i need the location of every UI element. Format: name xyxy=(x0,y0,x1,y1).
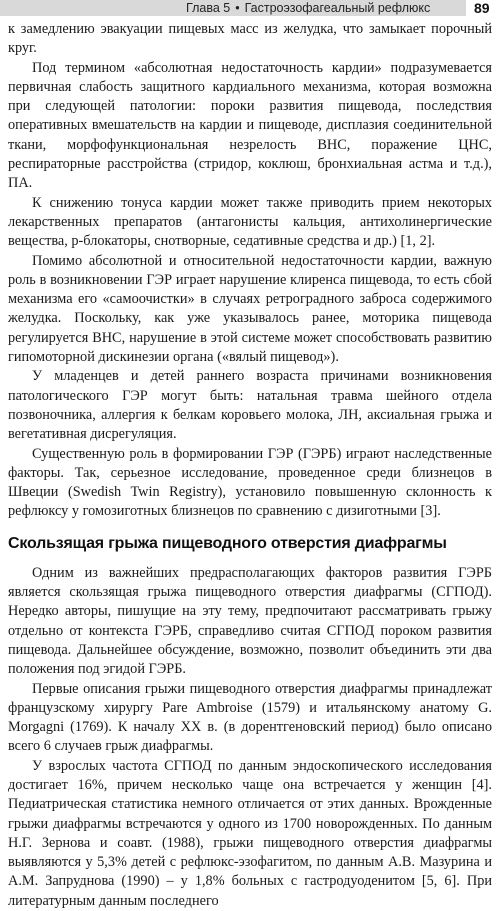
paragraph: У младенцев и детей раннего возраста причинами возникновения патологического ГЭР могут быть: натальная травма шейного отдела позвоночника, аллергия к белкам коровьего молока, ЛН, аксиальная грыжа и вегетативная дисрегуляция. xyxy=(8,368,492,443)
paragraph: Под термином «абсолютная недостаточность кардии» подразумевается первичная слабость защитного кардиального механизма, которая возможна при следующей патологии: пороки развития пищевода, последствия оперативных вмешательств на кардии и пищеводе, дисплазия соединительной ткани, морфофункциональная незрелость ВНС, поражение ЦНС, респираторные расстройства (стридор, коклюш, бронхиальная астма и т.д.), ПА. xyxy=(8,59,492,192)
page-body xyxy=(8,20,492,911)
paragraph: к замедлению эвакуации пищевых масс из желудка, что замыкает порочный круг. xyxy=(8,21,492,57)
page-number: 89 xyxy=(474,0,490,16)
paragraph: Одним из важнейших предрасполагающих факторов развития ГЭРБ является скользящая грыжа пищеводного отверстия диафрагмы (СГПОД). Нередко авторы, пишущие на эту тему, предпочитают рассматривать грыжу отдельно от контекста ГЭРБ, справедливо считая СГПОД пороком развития пищевода. Дальнейшее обсуждение, возможно, позволит объединить эти два положения под эгидой ГЭРБ. xyxy=(8,564,492,678)
header-separator: • xyxy=(235,1,240,15)
section-heading: Скользящая грыжа пищеводного отверстия диафрагмы xyxy=(8,534,447,552)
chapter-title: Гастроэзофагеальный рефлюкс xyxy=(244,1,431,15)
paragraph: К снижению тонуса кардии может также приводить прием некоторых лекарственных препаратов (антагонисты кальция, антихолинергические вещества, р-блокаторы, снотворные, седативные средства и др.) [1, 2]. xyxy=(8,194,492,250)
paragraph: Существенную роль в формировании ГЭР (ГЭРБ) играют наследственные факторы. Так, серьезное исследование, проведенное среди близнецов в Швеции (Swedish Twin Registry), установило повышенную склонность к рефлюксу у гомозиготных близнецов по сравнению с дизиготными [3]. xyxy=(8,445,492,520)
paragraph: Первые описания грыжи пищеводного отверстия диафрагмы принадлежат французскому хирургу Pare Ambroise (1579) и итальянскому анатому G. Morgagni (1769). К началу XX в. (в дорентгеновский период) было описано всего 6 случаев грыж диафрагмы. xyxy=(8,680,492,755)
paragraph: У взрослых частота СГПОД по данным эндоскопического исследования достигает 16%, причем несколько чаще она встречается у женщин [4]. Педиатрическая статистика немного отличается от этих данных. Врожденные грыжи диафрагмы встречаются у одного из 1700 новорожденных. По данным Н.Г. Зернова и соавт. (1988), грыжи пищеводного отверстия диафрагмы выявляются у 5,3% детей с рефлюкс-эзофагитом, по данным А.В. Мазурина и А.М. Запруднова (1990) – у 1,8% больных с гастродуоденитом [5, 6]. При литературным данным последнего xyxy=(8,757,492,909)
paragraph: Помимо абсолютной и относительной недостаточности кардии, важную роль в возникновении ГЭР играет нарушение клиренса пищевода, то есть сбой механизма его «самоочистки» в случаях ретроградного заброса содержимого желудка. Поскольку, как уже указывалось ранее, моторика пищевода регулируется ВНС, нарушение в этой системе может способствовать развитию гипомоторной дискинезии органа («вялый пищевод»). xyxy=(8,252,492,366)
running-header xyxy=(0,0,499,22)
chapter-label: Глава 5 xyxy=(186,1,231,15)
header-title xyxy=(186,1,430,15)
